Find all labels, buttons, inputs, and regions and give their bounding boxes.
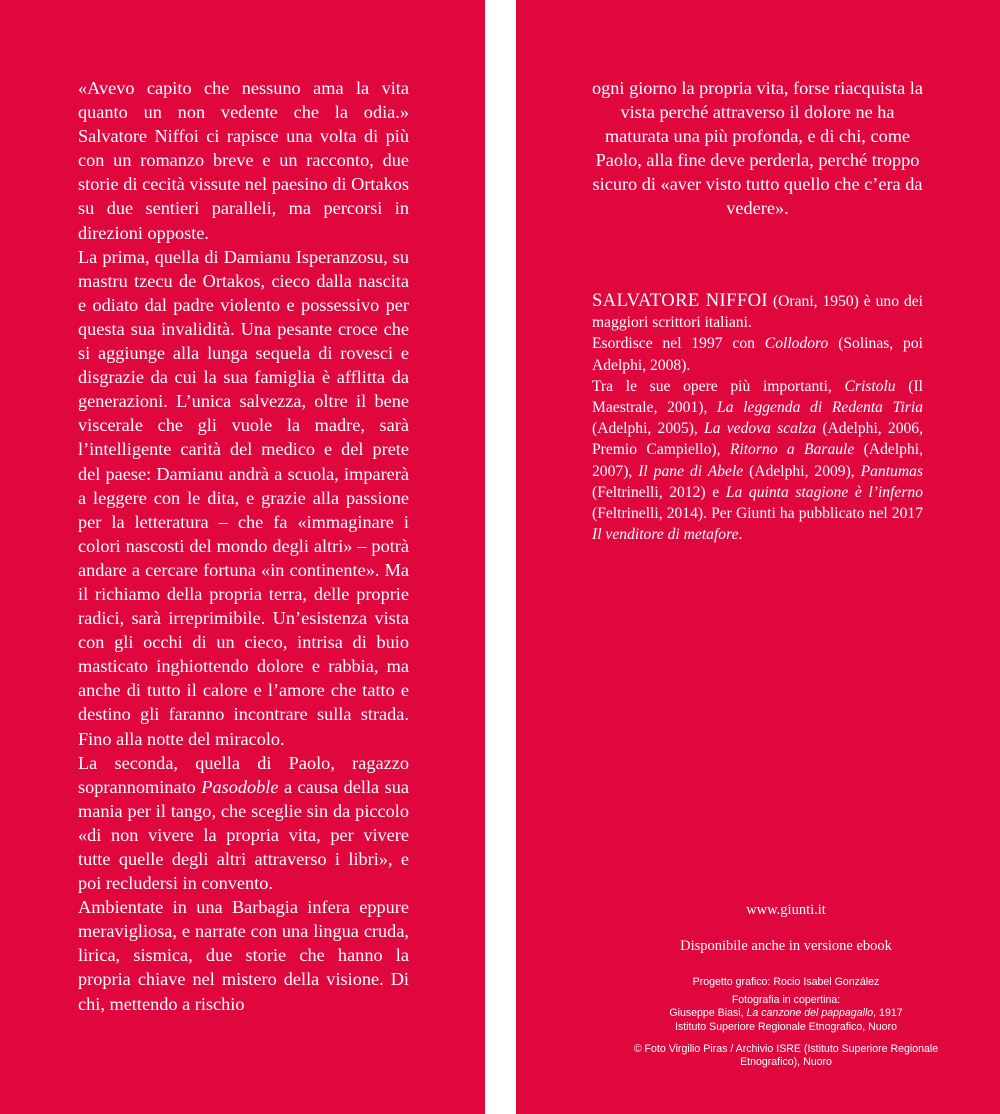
text-run: La seconda, quella di Paolo, ragazzo soprannominato (78, 752, 409, 797)
bio-works (592, 376, 923, 546)
left-flap (0, 0, 485, 1114)
synopsis-continuation (592, 76, 923, 221)
right-flap (516, 0, 1000, 1114)
credit-copyright-line: © Foto Virgilio Piras / Archivio ISRE (Istituto Superiore Regionale (633, 1043, 939, 1055)
italic-title: Pasodoble (201, 776, 279, 797)
italic-title: La quinta stagione è l’inferno (725, 483, 924, 501)
italic-title: Collodoro (764, 335, 829, 353)
credit-photo-artwork (616, 1007, 956, 1020)
credit-graphic-design (616, 976, 956, 989)
text-run: ogni giorno la propria vita, forse riacquista la vista perché attraverso il dolore ne ha maturata una più profonda, e di chi, come Paolo, alla fine deve perderla, perché troppo sicuro di «aver visto tutto quello che c’era da vedere». (592, 78, 923, 219)
credit-photo-title: La canzone del pappagallo (746, 1007, 874, 1020)
synopsis-paragraph (78, 751, 409, 896)
author-bio (592, 290, 923, 545)
text-run: Esordisce nel 1997 con (592, 335, 765, 353)
italic-title: Il venditore di metafore (592, 526, 739, 544)
text-run: . (738, 526, 743, 544)
text-run: (Adelphi, 2007), (592, 441, 923, 480)
text-run: a causa della sua mania per il tango, che sceglie sin da piccolo «di non vivere la propria vita, per vivere tutte quelle degli altri attraverso i libri», e poi recludersi in convento. (78, 776, 409, 894)
text-run: (Orani, 1950) è uno dei maggiori scrittori italiani. (592, 293, 923, 332)
text-run: (Feltrinelli, 2014). Per Giunti ha pubblicato nel 2017 (592, 505, 923, 523)
italic-title: Il pane di Abele (638, 462, 744, 480)
synopsis-paragraph (78, 76, 409, 245)
text-run: Tra le sue opere più importanti, (592, 377, 845, 395)
credit-photo-author: Giuseppe Biasi, (669, 1007, 747, 1020)
italic-title: Cristolu (844, 377, 896, 395)
credit-cover-photo (616, 994, 956, 1034)
publisher-website: www.giunti.it (746, 902, 826, 918)
credit-photo-year: , 1917 (873, 1007, 903, 1020)
italic-title: La leggenda di Redenta Tiria (717, 399, 923, 417)
credit-graphic-line: Progetto grafico: Rocio Isabel González (692, 976, 880, 988)
text-run: (Adelphi, 2009), (743, 462, 861, 480)
ebook-note: Disponibile anche in versione ebook (680, 938, 892, 954)
text-run: La prima, quella di Damianu Isperanzosu, su mastru tzecu de Ortakos, cieco dalla nascita e odiato dal padre violento e possessivo per questa sua invalidità. Una pesante croce che si aggiunge alla lunga sequela di rovesci e disgrazie da cui la sua famiglia è afflitta da generazioni. L’unica salvezza, oltre il bene viscerale che gli vuole la madre, sarà l’intelligente carità del medico e del prete del paese: Damianu andrà a scuola, imparerà a leggere con le dita, e grazie alla passione per la letteratura – che fa «immaginare i colori nascosti del mondo degli altri» – potrà andare a cercare fortuna «in continente». Ma il richiamo della propria terra, delle proprie radici, sarà irreprimibile. Un’esistenza vista con gli occhi di un cieco, intrisa di buio masticato inghiottendo dolore e rabbia, ma anche di tutto il calore e l’amore che tatto e destino gli faranno incontrare sulla strada. Fino alla notte del miracolo. (78, 246, 409, 749)
italic-title: Ritorno a Baraule (729, 441, 855, 459)
synopsis-continuation-paragraph (592, 76, 923, 221)
credit-photo-institution: Istituto Superiore Regionale Etnografico, Nuoro (674, 1020, 897, 1033)
text-run: (Feltrinelli, 2012) e (592, 483, 726, 501)
text-run: Ambientate in una Barbagia infera eppure meravigliosa, e narrate con una lingua cruda, lirica, sismica, due storie che hanno la propria chiave nel mistero della visione. Di chi, mettendo a rischio (78, 897, 409, 1014)
text-run: «Avevo capito che nessuno ama la vita quanto un non vedente che la odia.» Salvatore Niffoi ci rapisce una volta di più con un romanzo breve e un racconto, due storie di cecità vissute nel paesino di Ortakos su due sentieri paralleli, ma percorsi in direzioni opposte. (78, 78, 409, 243)
synopsis-column (78, 76, 409, 1016)
author-name: SALVATORE NIFFOI (592, 290, 769, 311)
credit-copyright (606, 1043, 966, 1070)
text-run: (Solinas, poi Adelphi, 2008). (592, 335, 923, 374)
bio-intro (592, 290, 923, 333)
text-run: (Il Maestrale, 2001), (592, 377, 923, 417)
synopsis-paragraph (78, 895, 409, 1015)
italic-title: La vedova scalza (704, 420, 817, 438)
credit-photo-heading: Fotografia in copertina: (731, 994, 841, 1006)
text-run: (Adelphi, 2006, Premio Campiello), (592, 420, 923, 459)
text-run: (Adelphi, 2005), (592, 420, 705, 438)
credit-copyright-line: Etnografico), Nuoro (740, 1056, 832, 1069)
italic-title: Pantumas (860, 462, 923, 480)
synopsis-paragraph (78, 245, 409, 751)
bio-debut (592, 333, 923, 375)
